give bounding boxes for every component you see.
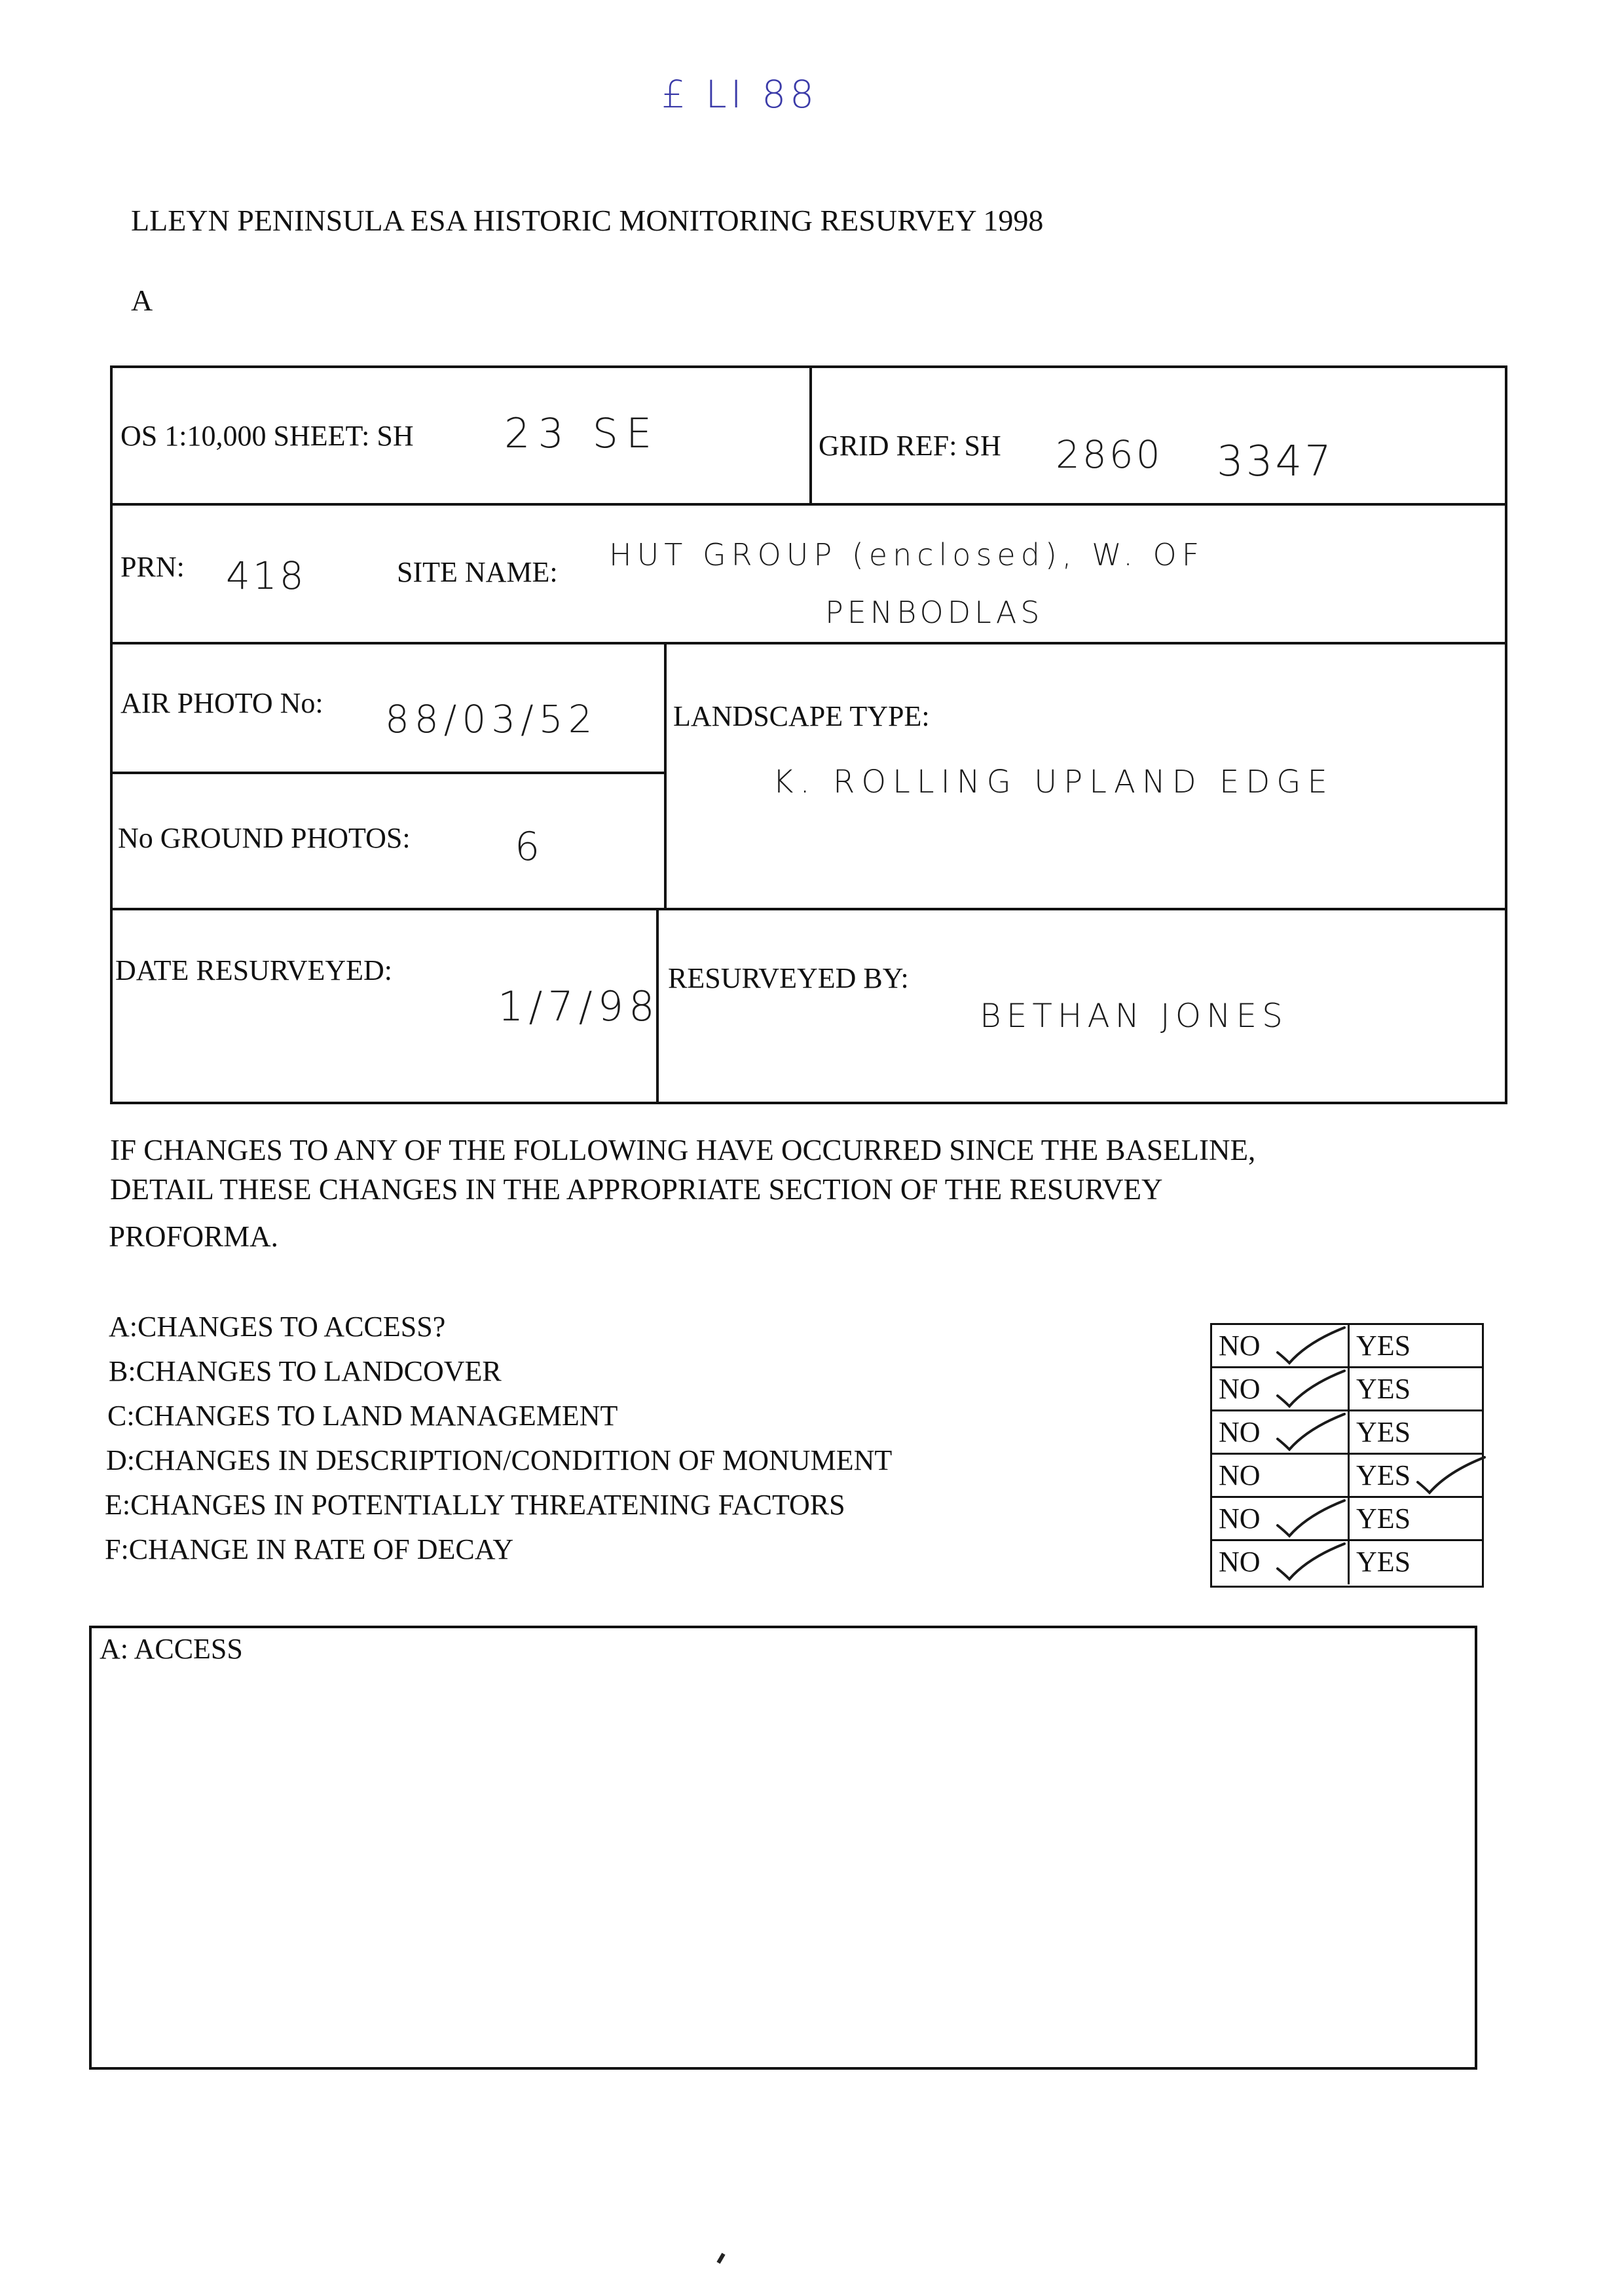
grid-ref-north[interactable]: 3347: [1217, 438, 1334, 486]
checkmark-icon: [1275, 1370, 1347, 1409]
air-photo-label: AIR PHOTO No:: [120, 687, 323, 719]
question-f: F:CHANGE IN RATE OF DECAY: [105, 1533, 514, 1565]
site-name-line1[interactable]: HUT GROUP (enclosed), W. OF: [609, 537, 1205, 572]
site-name-line2[interactable]: PENBODLAS: [825, 595, 1044, 630]
no-box[interactable]: NO: [1212, 1325, 1350, 1366]
site-name-label: SITE NAME:: [397, 556, 558, 588]
checkrow-a: [1212, 1325, 1482, 1368]
file-annotation: £ LI 88: [661, 72, 818, 117]
no-box[interactable]: NO: [1212, 1455, 1350, 1496]
checkmark-icon: [1275, 1413, 1347, 1452]
date-resurveyed-value[interactable]: 1/7/98: [498, 982, 660, 1030]
prn-label: PRN:: [120, 551, 185, 583]
landscape-type-value[interactable]: K. ROLLING UPLAND EDGE: [773, 764, 1334, 800]
yes-box[interactable]: YES: [1356, 1330, 1411, 1362]
resurveyed-by-label: RESURVEYED BY:: [668, 962, 909, 994]
date-resurveyed-label: DATE RESURVEYED:: [115, 954, 393, 986]
col-divider: [809, 365, 812, 504]
landscape-type-label: LANDSCAPE TYPE:: [673, 700, 930, 732]
os-sheet-label: OS 1:10,000 SHEET: SH: [120, 420, 414, 452]
checkrow-d: [1212, 1455, 1482, 1498]
checkmark-icon: [1415, 1456, 1487, 1495]
grid-ref-label: GRID REF: SH: [819, 430, 1001, 462]
air-photo-value[interactable]: 88/03/52: [385, 697, 598, 741]
question-d: D:CHANGES IN DESCRIPTION/CONDITION OF MONUMENT: [106, 1444, 893, 1476]
checkrow-f: [1212, 1541, 1482, 1584]
instruction-line: DETAIL THESE CHANGES IN THE APPROPRIATE SECTION OF THE RESURVEY: [110, 1173, 1163, 1206]
row-divider: [110, 642, 1507, 644]
checkmark-icon: [1275, 1499, 1347, 1539]
yes-box[interactable]: YES: [1356, 1416, 1411, 1448]
os-sheet-value[interactable]: 23 SE: [504, 409, 660, 457]
row-divider: [110, 503, 1507, 506]
question-b: B:CHANGES TO LANDCOVER: [109, 1355, 502, 1387]
checkmark-icon: [1275, 1542, 1347, 1582]
yes-box[interactable]: YES: [1356, 1502, 1411, 1535]
instruction-line: PROFORMA.: [109, 1220, 278, 1253]
question-e: E:CHANGES IN POTENTIALLY THREATENING FACTORS: [105, 1489, 845, 1521]
question-a: A:CHANGES TO ACCESS?: [109, 1311, 446, 1343]
ground-photos-value[interactable]: 6: [515, 824, 543, 870]
yes-no-grid: [1210, 1323, 1484, 1588]
access-section: [89, 1626, 1477, 2070]
section-letter: A: [131, 284, 153, 317]
ground-photos-label: No GROUND PHOTOS:: [118, 822, 411, 854]
no-box[interactable]: NO: [1212, 1541, 1350, 1584]
prn-value[interactable]: 418: [226, 553, 306, 598]
yes-box[interactable]: YES: [1356, 1546, 1411, 1578]
yes-box[interactable]: YES: [1350, 1455, 1482, 1496]
no-box[interactable]: NO: [1212, 1411, 1350, 1453]
instruction-line: IF CHANGES TO ANY OF THE FOLLOWING HAVE OCCURRED SINCE THE BASELINE,: [110, 1134, 1256, 1166]
col-divider: [664, 642, 667, 908]
no-box[interactable]: NO: [1212, 1498, 1350, 1539]
access-section-label: A: ACCESS: [100, 1633, 243, 1665]
question-c: C:CHANGES TO LAND MANAGEMENT: [107, 1400, 618, 1432]
row-divider: [110, 908, 1507, 910]
page-title: LLEYN PENINSULA ESA HISTORIC MONITORING RESURVEY 1998: [131, 204, 1044, 237]
checkmark-icon: [1275, 1326, 1347, 1366]
no-box[interactable]: NO: [1212, 1368, 1350, 1409]
scan-mark: [716, 2253, 725, 2264]
checkrow-b: [1212, 1368, 1482, 1411]
grid-ref-east[interactable]: 2860: [1056, 432, 1163, 477]
yes-box[interactable]: YES: [1356, 1373, 1411, 1405]
resurveyed-by-value[interactable]: BETHAN JONES: [980, 997, 1288, 1035]
access-notes-area[interactable]: [98, 1674, 1468, 2061]
row-divider: [110, 772, 665, 774]
checkrow-c: [1212, 1411, 1482, 1455]
checkrow-e: [1212, 1498, 1482, 1541]
